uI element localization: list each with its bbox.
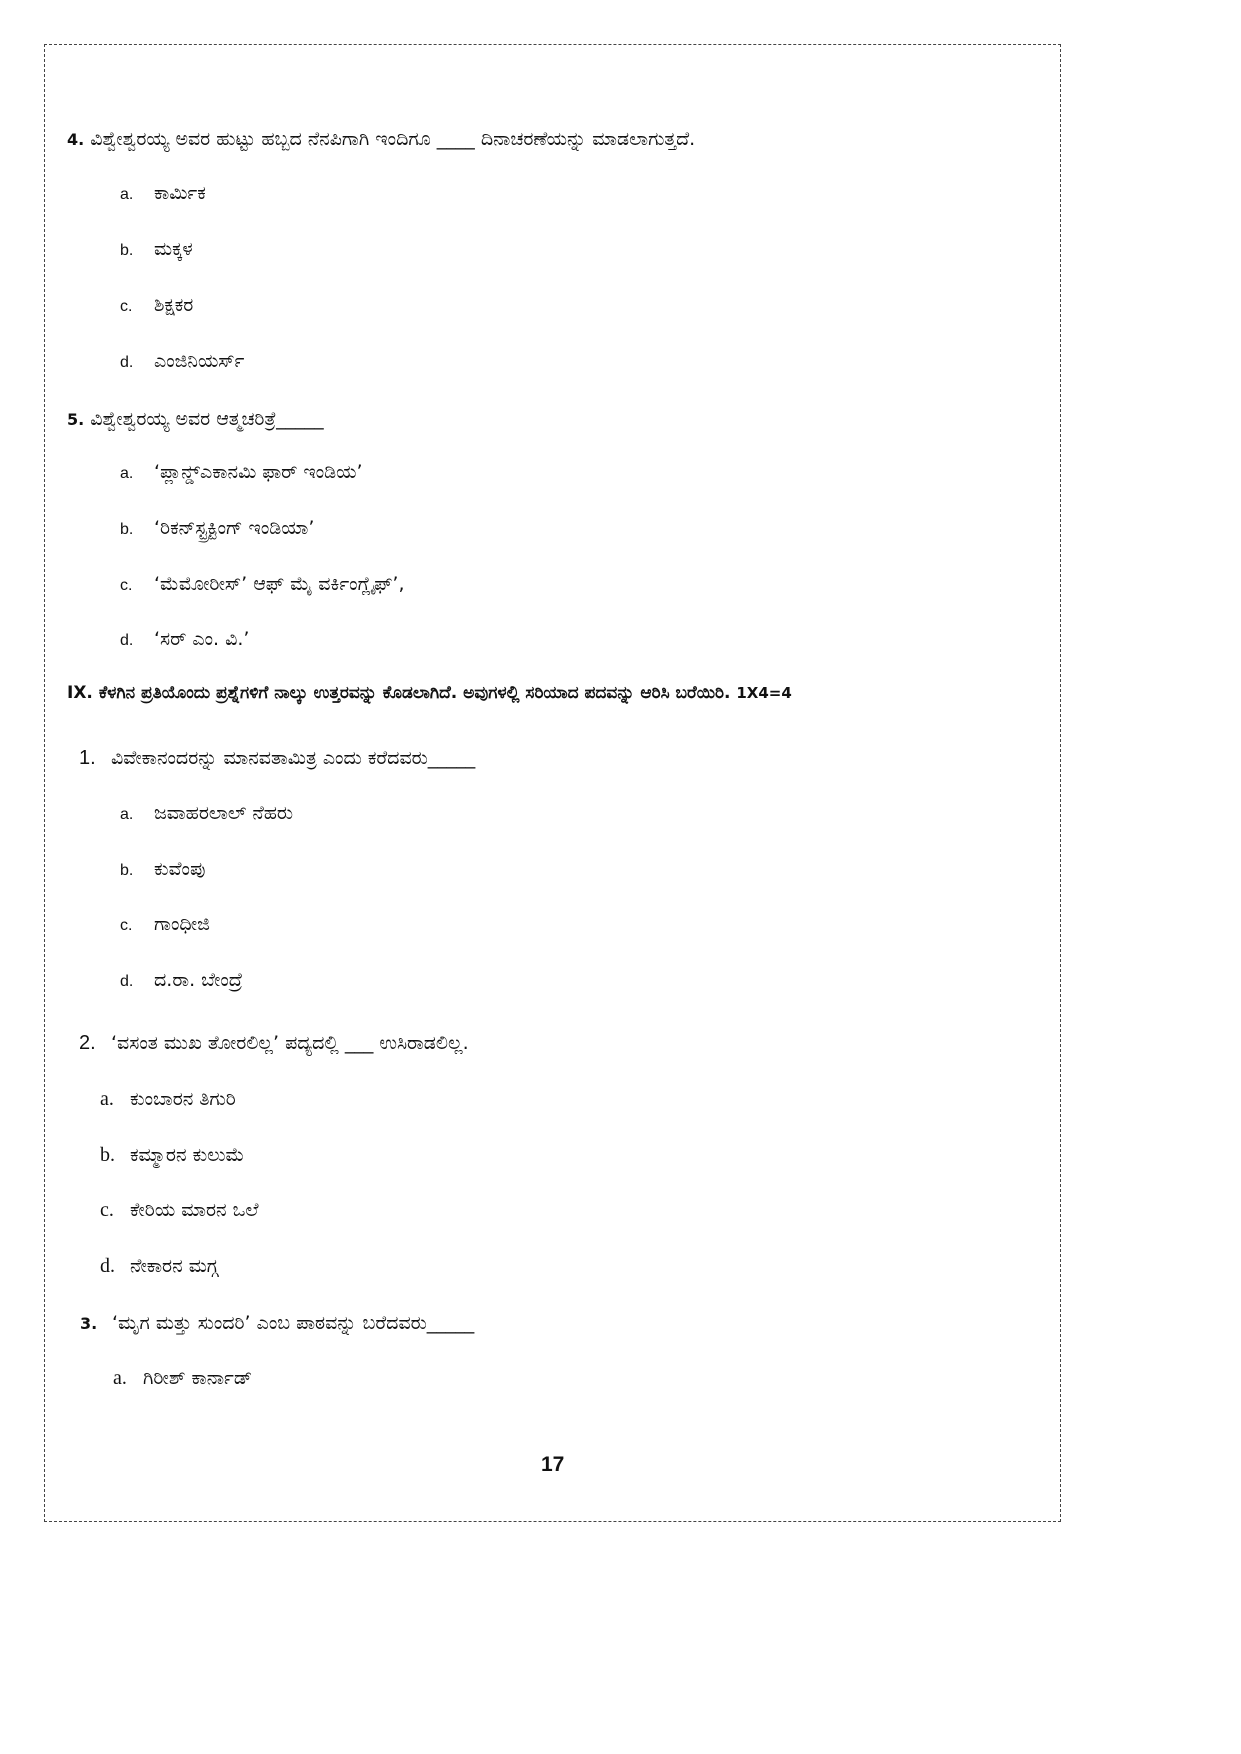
- option-item: [120, 630, 249, 649]
- question-number: 4.: [67, 130, 85, 149]
- option-letter: a.: [100, 1088, 114, 1110]
- option-text: ಶಿಕ್ಷಕರ: [154, 294, 194, 316]
- option-text: ದ.ರಾ. ಬೇಂದ್ರೆ: [154, 969, 243, 991]
- option-letter: b.: [120, 242, 134, 259]
- option-item: [120, 860, 205, 879]
- option-text: ‘ಮೆಮೋರೀಸ್’ ಆಫ್ ಮೈ ವರ್ಕಿಂಗ್ಲೈಫ್’,: [154, 573, 405, 595]
- question-4: [67, 130, 695, 149]
- question-5: [67, 410, 324, 429]
- option-letter: d.: [120, 973, 134, 990]
- question-number: 2.: [79, 1032, 96, 1054]
- question-number: 3.: [80, 1314, 98, 1333]
- option-letter: d.: [120, 632, 134, 649]
- option-item: [100, 1256, 218, 1276]
- option-letter: b.: [120, 862, 134, 879]
- question-number: 5.: [67, 410, 85, 429]
- page-border: [44, 44, 1061, 1522]
- option-item: [120, 519, 314, 538]
- option-item: [120, 804, 293, 823]
- option-item: [100, 1200, 258, 1220]
- question-text: ವಿವೇಕಾನಂದರನ್ನು ಮಾನವತಾಮಿತ್ರ ಎಂದು ಕರೆದವರು_____: [111, 747, 476, 769]
- section-instructions: ಕೆಳಗಿನ ಪ್ರತಿಯೊಂದು ಪ್ರಶ್ನೆಗಳಿಗೆ ನಾಲ್ಕು ಉತ್ತರವನ್ನು ಕೊಡಲಾಗಿದೆ. ಅವುಗಳಲ್ಲಿ ಸರಿಯಾದ ಪದವನ್ನು ಆರಿಸಿ ಬರೆಯಿರಿ.: [98, 683, 731, 703]
- option-letter: d.: [100, 1255, 115, 1277]
- option-text: ‘ರಿಕನ್‌ಸ್ಟ್ರಕ್ಟಿಂಗ್ ಇಂಡಿಯಾ’: [154, 517, 315, 539]
- option-text: ಗಾಂಧೀಜಿ: [154, 913, 210, 935]
- option-text: ಕಾರ್ಮಿಕ: [154, 182, 206, 204]
- ix-question-1: [79, 748, 475, 768]
- option-letter: c.: [100, 1199, 114, 1221]
- option-letter: b.: [100, 1144, 115, 1166]
- option-letter: c.: [120, 577, 133, 594]
- option-text: ಜವಾಹರಲಾಲ್ ನೆಹರು: [154, 802, 294, 824]
- page-number: 17: [541, 1453, 565, 1476]
- option-item: [100, 1145, 244, 1165]
- option-item: [113, 1368, 252, 1388]
- option-text: ಕೇರಿಯ ಮಾರನ ಒಲೆ: [130, 1199, 259, 1221]
- option-letter: c.: [120, 298, 133, 315]
- question-text: ‘ವಸಂತ ಮುಖ ತೋರಲಿಲ್ಲ’ ಪದ್ಯದಲ್ಲಿ ___ ಉಸಿರಾಡಲಿಲ್ಲ.: [111, 1032, 469, 1054]
- option-item: [120, 971, 243, 990]
- question-number: 1.: [79, 747, 96, 769]
- option-item: [120, 296, 193, 315]
- option-letter: d.: [120, 354, 134, 371]
- section-heading: [67, 685, 792, 702]
- option-letter: a.: [113, 1367, 127, 1389]
- ix-question-2: [79, 1033, 469, 1053]
- option-text: ಮಕ್ಕಳ: [154, 238, 193, 260]
- option-text: ಗಿರೀಶ್ ಕಾರ್ನಾಡ್: [143, 1367, 253, 1389]
- question-text: ವಿಶ್ವೇಶ್ವರಯ್ಯ ಅವರ ಆತ್ಮಚರಿತ್ರೆ_____: [90, 408, 324, 430]
- option-text: ನೇಕಾರನ ಮಗ್ಗ: [130, 1255, 219, 1277]
- question-text: ವಿಶ್ವೇಶ್ವರಯ್ಯ ಅವರ ಹುಟ್ಟು ಹಬ್ಬದ ನೆನಪಿಗಾಗಿ ಇಂದಿಗೂ ____ ದಿನಾಚರಣೆಯನ್ನು ಮಾಡಲಾಗುತ್ತದೆ.: [90, 128, 696, 150]
- option-letter: a.: [120, 186, 134, 203]
- option-letter: a.: [120, 806, 134, 823]
- ix-question-3: [80, 1314, 474, 1333]
- option-item: [120, 352, 244, 371]
- option-item: [120, 240, 193, 259]
- option-text: ಕುವೆಂಪು: [154, 858, 206, 880]
- option-item: [120, 184, 206, 203]
- option-item: [120, 915, 210, 934]
- option-letter: a.: [120, 465, 134, 482]
- option-text: ಕಮ್ಮಾರನ ಕುಲುಮೆ: [130, 1144, 245, 1166]
- option-letter: c.: [120, 917, 133, 934]
- option-item: [120, 463, 363, 482]
- option-item: [100, 1089, 236, 1109]
- option-text: ‘ಸರ್ ಎಂ. ವಿ.’: [154, 628, 250, 650]
- section-marks: 1X4=4: [736, 684, 792, 702]
- section-label: IX.: [67, 683, 93, 703]
- question-text: ‘ಮೃಗ ಮತ್ತು ಸುಂದರಿ’ ಎಂಬ ಪಾಠವನ್ನು ಬರೆದವರು_____: [112, 1312, 475, 1334]
- option-letter: b.: [120, 521, 134, 538]
- option-text: ಎಂಜಿನಿಯರ್ಸ್: [154, 350, 245, 372]
- option-item: [120, 575, 404, 594]
- option-text: ‘ಪ್ಲಾನ್ಡ್ಎಕಾನಮಿ ಫಾರ್ ಇಂಡಿಯ’: [154, 461, 363, 483]
- option-text: ಕುಂಬಾರನ ತಿಗುರಿ: [130, 1088, 236, 1110]
